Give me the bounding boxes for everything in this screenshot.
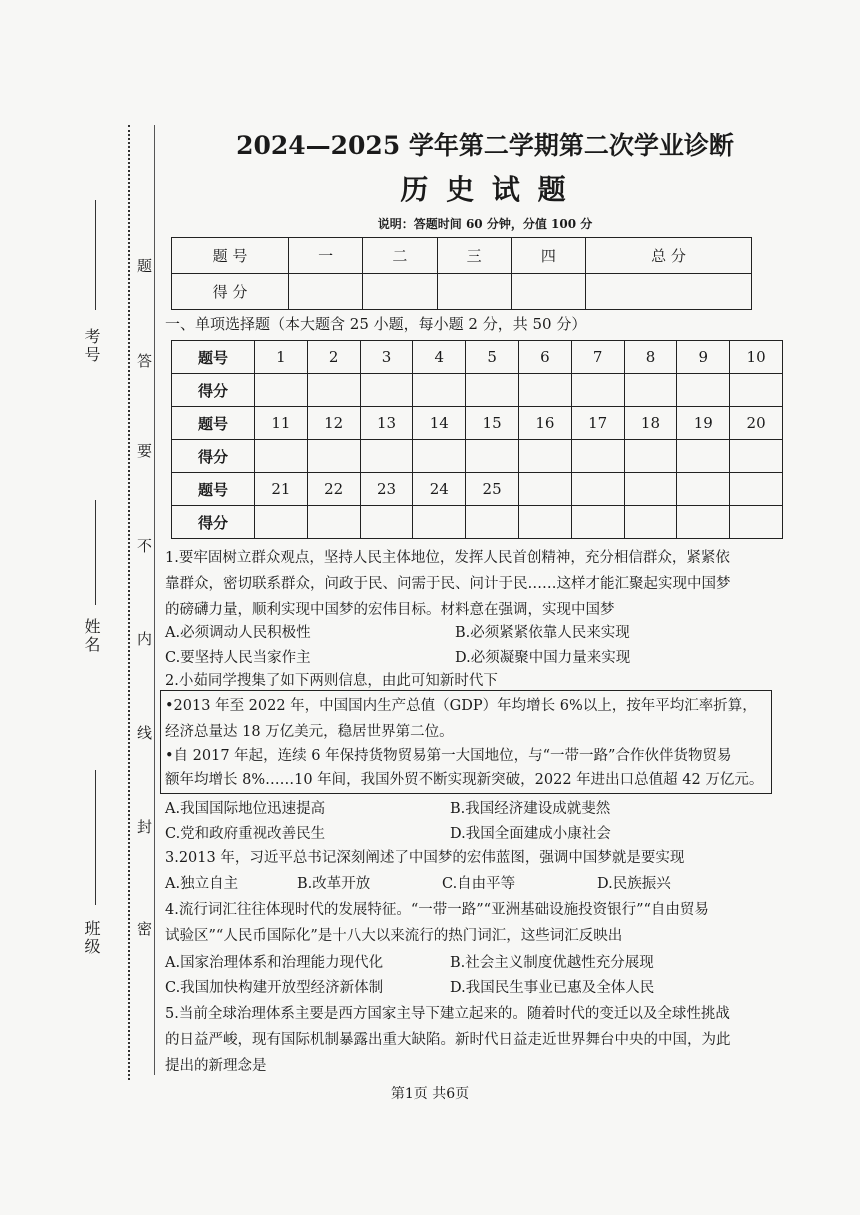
question-number: 2 [307, 341, 360, 374]
question-2-material-line: •2013 年至 2022 年，中国国内生产总值（GDP）年均增长 6%以上，按年平均汇率折算， [165, 698, 757, 714]
answer-cell[interactable] [518, 440, 571, 473]
question-number: 7 [571, 341, 624, 374]
answer-cell[interactable] [677, 374, 730, 407]
question-5-line: 的日益严峻，现有国际机制暴露出重大缺陷。新时代日益走近世界舞台中央的中国，为此 [165, 1032, 731, 1048]
question-number: 20 [730, 407, 783, 440]
score-summary-table [171, 237, 752, 310]
answer-cell[interactable] [307, 374, 360, 407]
answer-cell[interactable] [413, 374, 466, 407]
question-2-option-c: C.党和政府重视改善民生 [165, 826, 326, 842]
empty-cell [730, 506, 783, 539]
table-header-cell: 总 分 [586, 238, 752, 274]
question-number: 12 [307, 407, 360, 440]
table-header-cell: 题 号 [172, 238, 289, 274]
question-number: 22 [307, 473, 360, 506]
question-4-option-a: A.国家治理体系和治理能力现代化 [165, 955, 384, 971]
exam-number-label: 考号 [82, 328, 101, 364]
question-5-line: 5.当前全球治理体系主要是西方国家主导下建立起来的。随着时代的变迁以及全球性挑战 [165, 1006, 730, 1022]
binding-dotted-line [128, 125, 130, 1080]
score-input-cell[interactable] [511, 274, 585, 310]
page-footer: 第1页 共6页 [390, 1086, 470, 1102]
score-input-cell[interactable] [586, 274, 752, 310]
empty-cell [518, 506, 571, 539]
seal-char: 封 [137, 818, 153, 836]
name-blank [95, 500, 96, 605]
table-header-cell: 一 [289, 238, 363, 274]
answer-cell[interactable] [360, 374, 413, 407]
score-input-cell[interactable] [363, 274, 437, 310]
seal-char: 线 [137, 724, 153, 742]
question-2-option-a: A.我国国际地位迅速提高 [165, 801, 326, 817]
question-number: 21 [255, 473, 308, 506]
question-4-line: 试验区”“人民币国际化”是十八大以来流行的热门词汇，这些词汇反映出 [165, 928, 623, 944]
question-3-option-c: C.自由平等 [442, 876, 516, 892]
question-number: 8 [624, 341, 677, 374]
binding-solid-line [154, 125, 155, 1075]
answer-cell[interactable] [307, 440, 360, 473]
answer-grid [171, 340, 783, 539]
question-1-option-d: D.必须凝聚中国力量来实现 [455, 650, 631, 666]
answer-cell[interactable] [466, 440, 519, 473]
question-number: 19 [677, 407, 730, 440]
question-2-stem: 2.小茹同学搜集了如下两则信息，由此可知新时代下 [165, 673, 498, 689]
question-number: 14 [413, 407, 466, 440]
question-3-option-a: A.独立自主 [165, 876, 239, 892]
row-label: 题号 [172, 407, 255, 440]
empty-cell [677, 473, 730, 506]
question-2-material-line: 经济总量达 18 万亿美元，稳居世界第二位。 [165, 724, 454, 740]
seal-char: 要 [137, 442, 153, 460]
question-number: 18 [624, 407, 677, 440]
seal-char: 题 [137, 257, 153, 275]
section-heading: 一、单项选择题（本大题含 25 小题，每小题 2 分，共 50 分） [165, 315, 587, 333]
question-1-line: 靠群众，密切联系群众，问政于民、问需于民、问计于民……这样才能汇聚起实现中国梦 [165, 576, 731, 592]
answer-cell[interactable] [255, 374, 308, 407]
page-title: 2024—2025 学年第二学期第二次学业诊断 [236, 131, 734, 160]
answer-cell[interactable] [360, 506, 413, 539]
question-number: 16 [518, 407, 571, 440]
empty-cell [571, 473, 624, 506]
question-number: 5 [466, 341, 519, 374]
question-1-line: 的磅礴力量，顺利实现中国梦的宏伟目标。材料意在强调，实现中国梦 [165, 602, 615, 618]
row-label: 题号 [172, 473, 255, 506]
question-number: 23 [360, 473, 413, 506]
answer-cell[interactable] [360, 440, 413, 473]
question-5-line: 提出的新理念是 [165, 1058, 267, 1074]
class-label: 班级 [82, 920, 101, 956]
question-number: 24 [413, 473, 466, 506]
question-number: 6 [518, 341, 571, 374]
question-3-option-d: D.民族振兴 [597, 876, 671, 892]
answer-cell[interactable] [624, 440, 677, 473]
exam-number-blank [95, 200, 96, 310]
empty-cell [624, 506, 677, 539]
answer-cell[interactable] [413, 506, 466, 539]
question-number: 1 [255, 341, 308, 374]
table-header-cell: 二 [363, 238, 437, 274]
empty-cell [571, 506, 624, 539]
seal-char: 答 [137, 352, 153, 370]
table-header-cell: 四 [511, 238, 585, 274]
question-1-line: 1.要牢固树立群众观点，坚持人民主体地位，发挥人民首创精神，充分相信群众，紧紧依 [165, 550, 730, 566]
seal-char: 内 [137, 630, 153, 648]
score-input-cell[interactable] [289, 274, 363, 310]
answer-cell[interactable] [677, 440, 730, 473]
page-subtitle: 历 史 试 题 [400, 173, 570, 206]
question-4-line: 4.流行词汇往往体现时代的发展特征。“一带一路”“亚洲基础设施投资银行”“自由贸易 [165, 902, 709, 918]
name-label: 姓名 [82, 618, 101, 654]
question-number: 25 [466, 473, 519, 506]
question-number: 15 [466, 407, 519, 440]
answer-cell[interactable] [413, 440, 466, 473]
question-1-option-c: C.要坚持人民当家作主 [165, 650, 311, 666]
empty-cell [677, 506, 730, 539]
question-4-option-c: C.我国加快构建开放型经济新体制 [165, 980, 384, 996]
question-number: 10 [730, 341, 783, 374]
score-input-cell[interactable] [437, 274, 511, 310]
answer-cell[interactable] [466, 374, 519, 407]
answer-cell[interactable] [571, 440, 624, 473]
question-2-option-d: D.我国全面建成小康社会 [450, 826, 611, 842]
question-number: 4 [413, 341, 466, 374]
answer-cell[interactable] [730, 374, 783, 407]
question-number: 17 [571, 407, 624, 440]
question-2-material-line: 额年均增长 8%……10 年间，我国外贸不断实现新突破，2022 年进出口总值超 42 万亿元。 [165, 772, 764, 788]
question-4-option-b: B.社会主义制度优越性充分展现 [450, 955, 654, 971]
question-number: 13 [360, 407, 413, 440]
answer-cell[interactable] [518, 374, 571, 407]
question-2-material-line: •自 2017 年起，连续 6 年保持货物贸易第一大国地位，与“一带一路”合作伙伴货物贸易 [165, 748, 732, 764]
class-blank [95, 770, 96, 905]
table-label-cell: 得 分 [172, 274, 289, 310]
question-3-option-b: B.改革开放 [297, 876, 371, 892]
answer-cell[interactable] [624, 374, 677, 407]
question-number: 11 [255, 407, 308, 440]
question-number: 9 [677, 341, 730, 374]
row-label: 题号 [172, 341, 255, 374]
answer-cell[interactable] [255, 440, 308, 473]
question-1-option-b: B.必须紧紧依靠人民来实现 [455, 625, 630, 641]
answer-cell[interactable] [571, 374, 624, 407]
question-number: 3 [360, 341, 413, 374]
answer-cell[interactable] [730, 440, 783, 473]
question-3-stem: 3.2013 年，习近平总书记深刻阐述了中国梦的宏伟蓝图，强调中国梦就是要实现 [165, 850, 685, 866]
question-2-option-b: B.我国经济建设成就斐然 [450, 801, 611, 817]
row-label: 得分 [172, 506, 255, 539]
answer-cell[interactable] [466, 506, 519, 539]
table-header-cell: 三 [437, 238, 511, 274]
question-1-option-a: A.必须调动人民积极性 [165, 625, 311, 641]
answer-cell[interactable] [255, 506, 308, 539]
empty-cell [730, 473, 783, 506]
empty-cell [518, 473, 571, 506]
question-4-option-d: D.我国民生事业已惠及全体人民 [450, 980, 655, 996]
row-label: 得分 [172, 374, 255, 407]
row-label: 得分 [172, 440, 255, 473]
empty-cell [624, 473, 677, 506]
answer-cell[interactable] [307, 506, 360, 539]
seal-char: 密 [137, 920, 153, 938]
exam-note: 说明：答题时间 60 分钟，分值 100 分 [377, 217, 593, 231]
seal-char: 不 [137, 537, 153, 555]
